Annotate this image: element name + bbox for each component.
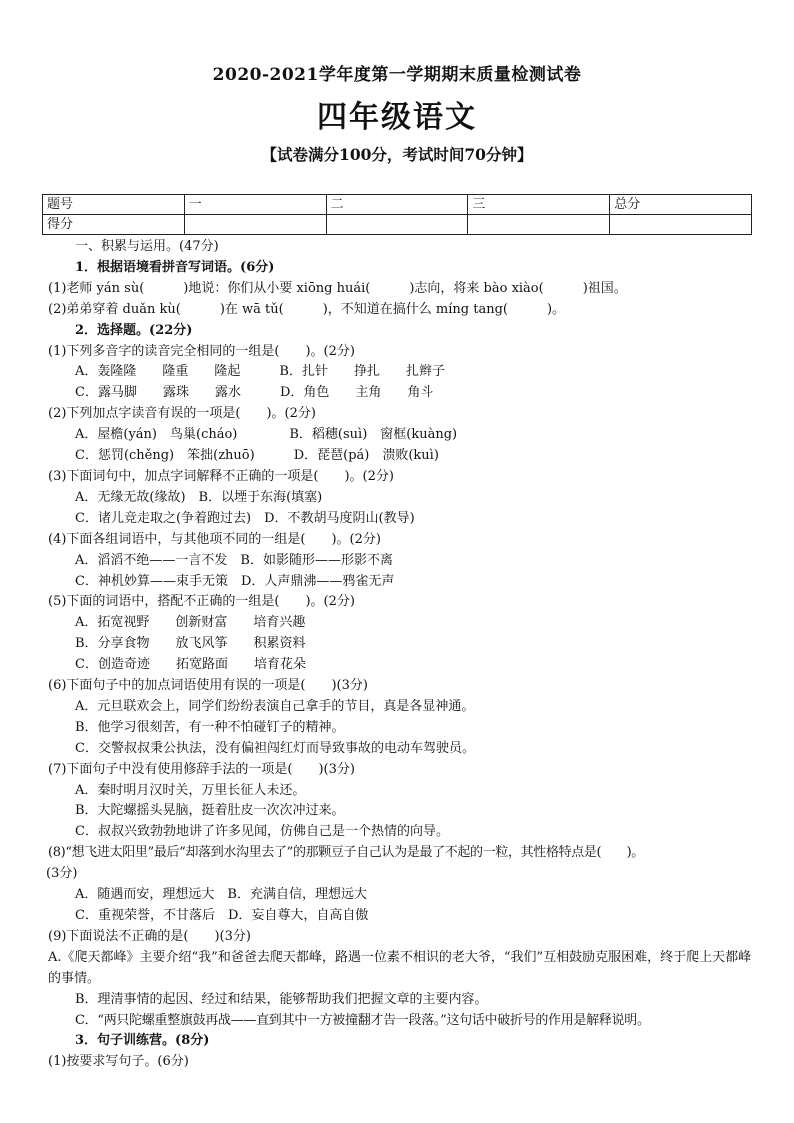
option-line: C．交警叔叔秉公执法，没有偏袒闯红灯而导致事故的电动车驾驶员。 (75, 740, 475, 756)
question-heading: 3．句子训练营。(8分) (75, 1033, 210, 1049)
score-cell: 总分 (610, 195, 752, 215)
question-line: (1)老师 yán sù( )地说：你们从小要 xiōng huái( )志向，将来 bào xiào( )祖国。 (48, 280, 627, 296)
score-input-cell[interactable] (326, 215, 468, 235)
score-input-cell[interactable] (468, 215, 610, 235)
question-line: (9)下面说法不正确的是( )(3分) (48, 928, 251, 944)
score-table-score-row (43, 215, 752, 235)
option-line: B．理清事情的起因、经过和结果，能够帮助我们把握文章的主要内容。 (75, 991, 488, 1007)
option-line: A．随遇而安，理想远大 B．充满自信，理想远大 (75, 887, 367, 903)
option-line: B．大陀螺摇头晃脑，挺着肚皮一次次冲过来。 (75, 803, 345, 819)
option-line: C．惩罚(chěng) 笨拙(zhuō) D．琵琶(pá) 溃败(kuì) (75, 448, 439, 464)
question-line: (4)下面各组词语中，与其他项不同的一组是( )。(2分) (48, 531, 381, 547)
option-line: A．屋檐(yán) 鸟巢(cháo) B．稻穗(suì) 窗框(kuàng) (75, 427, 458, 443)
option-line: C．露马脚 露珠 露水 D．角色 主角 角斗 (75, 385, 434, 401)
option-line: C．创造奇迹 拓宽路面 培育花朵 (75, 657, 306, 673)
exam-info: 【试卷满分100分，考试时间70分钟】 (261, 145, 533, 164)
section-heading: 一、积累与运用。(47分) (75, 239, 219, 254)
score-input-cell[interactable] (610, 215, 752, 235)
option-line: C．神机妙算——束手无策 D．人声鼎沸——鸦雀无声 (75, 573, 395, 589)
question-line: (7)下面句子中没有使用修辞手法的一项是( )(3分) (48, 761, 355, 777)
option-line: A．秦时明月汉时关，万里长征人未还。 (75, 782, 306, 798)
question-line: (2)弟弟穿着 duǎn kù( )在 wā tǔ( )，不知道在搞什么 míng tang( )。 (48, 301, 566, 317)
score-cell: 二 (326, 195, 468, 215)
option-line: A．元旦联欢会上，同学们纷纷表演自己拿手的节目，真是各显神通。 (75, 698, 475, 714)
option-line: C．诸儿竞走取之(争着跑过去) D．不教胡马度阴山(教导) (75, 510, 415, 526)
exam-title: 2020-2021学年度第一学期期末质量检测试卷 (212, 65, 582, 85)
option-line: A．轰隆隆 隆重 隆起 B．扎针 挣扎 扎辫子 (75, 364, 445, 380)
question-line: (8)“想飞进太阳里”最后“却落到水沟里去了”的那颗豆子自己认为是最了不起的一粒，其性格特点是( )。 (48, 845, 644, 861)
question-line-continued: (3分) (46, 866, 78, 882)
option-line: A．无缘无故(缘故) B．以堙于东海(填塞) (75, 489, 323, 505)
question-heading: 1．根据语境看拼音写词语。(6分) (75, 259, 275, 275)
question-line: (1)下列多音字的读音完全相同的一组是( )。(2分) (48, 343, 355, 359)
score-input-cell[interactable] (184, 215, 326, 235)
question-line: (5)下面的词语中，搭配不正确的一组是( )。(2分) (48, 594, 355, 610)
option-line: B．分享食物 放飞风筝 积累资料 (75, 636, 306, 652)
score-cell: 三 (468, 195, 610, 215)
question-heading: 2．选择题。(22分) (75, 322, 193, 338)
option-line: C．叔叔兴致勃勃地讲了许多见闻，仿佛自己是一个热情的向导。 (75, 824, 449, 840)
option-line: A．拓宽视野 创新财富 培育兴趣 (75, 615, 306, 631)
question-line: (6)下面句子中的加点词语使用有误的一项是( )(3分) (48, 678, 368, 694)
score-table-header-row (43, 195, 752, 215)
option-line: B．他学习很刻苦，有一种不怕碰钉子的精神。 (75, 719, 345, 735)
option-line: C．“两只陀螺重整旗鼓再战——直到其中一方被撞翻才告一段落。”这句话中破折号的作用是解释说明。 (75, 1012, 650, 1028)
option-line: C．重视荣誉，不甘落后 D．妄自尊大，自高自傲 (75, 908, 369, 923)
score-table (42, 194, 752, 235)
question-line: (2)下列加点字读音有误的一项是( )。(2分) (48, 406, 316, 422)
option-line: A．滔滔不绝——一言不发 B．如影随形——形影不离 (75, 552, 393, 568)
score-cell: 得分 (43, 215, 185, 235)
score-cell: 一 (184, 195, 326, 215)
question-line: (3)下面词句中，加点字词解释不正确的一项是( )。(2分) (48, 468, 394, 484)
question-line: (1)按要求写句子。(6分) (48, 1054, 189, 1070)
exam-body (48, 237, 758, 1073)
subject-title: 四年级语文 (317, 100, 477, 135)
option-line: A.《爬天都峰》主要介绍“我”和爸爸去爬天都峰，路遇一位素不相识的老大爷，“我们”互相鼓励克服困难，终于爬上天都峰的事情。 (48, 949, 752, 986)
score-cell: 题号 (43, 195, 185, 215)
